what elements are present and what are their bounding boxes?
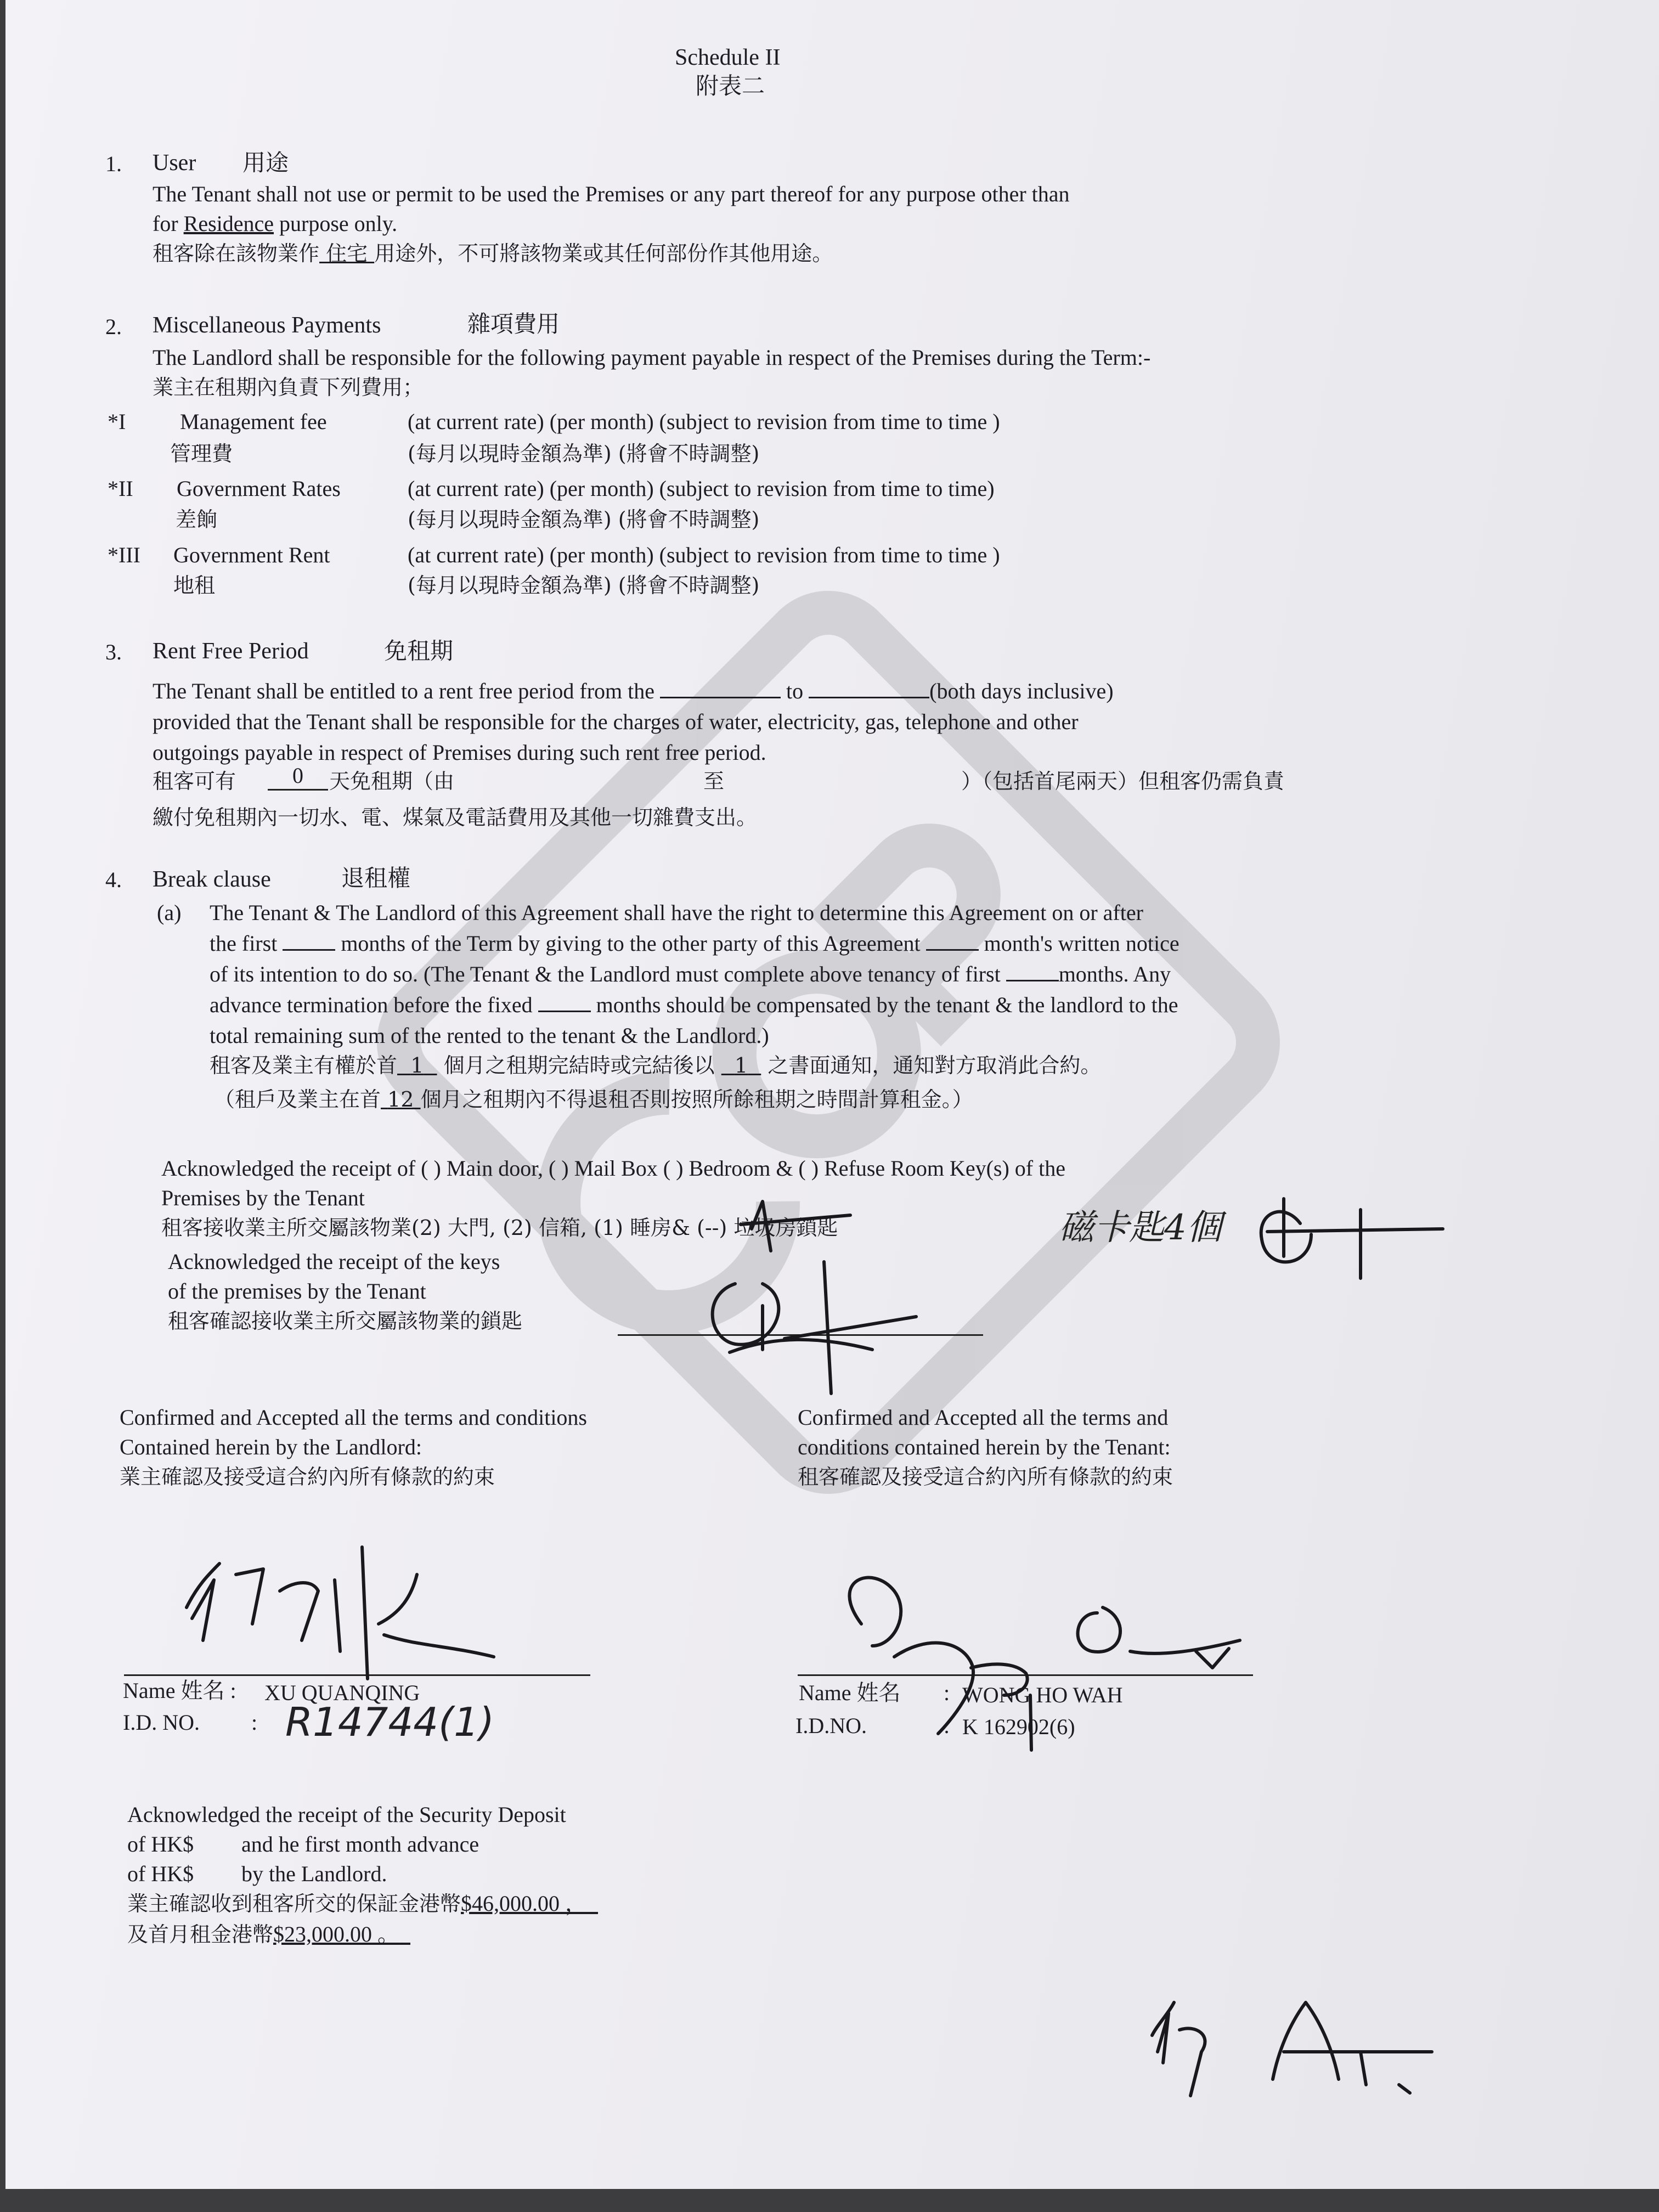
deposit-l1: Acknowledged the receipt of the Security Deposit [127,1802,566,1827]
keys-l2: Premises by the Tenant [161,1186,365,1210]
item-desc: (at current rate) (per month) (subject to revision from time to time ) [408,543,1000,567]
s3-line2: provided that the Tenant shall be responsible for the charges of water, electricity, gas, telephone and other [153,709,1079,734]
section-number: 4. [105,867,122,892]
deposit-l2-a: of HK$ [127,1832,194,1857]
s4-l3: of its intention to do so. (The Tenant & the Landlord must complete above tenancy of first months. Any [210,962,1171,986]
section-number: 1. [105,151,122,176]
item-desc-zh: (每月以現時金額為準) (將會不時調整) [408,573,760,597]
s3-line1: The Tenant shall be entitled to a rent free period from the to (both days inclusive) [153,679,1114,703]
item-mark: *III [108,543,140,567]
document-page [5,0,1659,2189]
s1-line2: for Residence purpose only. [153,211,398,236]
landlord-name-label: Name 姓名 : [123,1678,236,1703]
initials-mark-1 [1261,1199,1443,1278]
section-title-zh: 免租期 [384,637,454,664]
section-title-zh: 雜項費用 [467,311,560,337]
s4-l5: total remaining sum of the rented to the tenant & the Landlord.) [210,1023,769,1048]
landlord-signature [187,1547,494,1679]
tenant-name-label: Name 姓名 [799,1680,901,1705]
s3-line5: 繳付免租期內一切水、電、煤氣及電話費用及其他一切雜費支出。 [153,805,758,830]
s4-l2: the first months of the Term by giving to the other party of this Agreement month's written notice [210,931,1180,956]
item-label-zh: 管理費 [170,442,233,466]
item-label-zh: 地租 [173,573,216,597]
landlord-id-colon: : [251,1710,258,1735]
deposit-l4: 業主確認收到租客所交的保証金港幣$46,000.00 ， [127,1891,588,1916]
deposit-l5: 及首月租金港幣$23,000.00 。 [127,1922,400,1946]
item-desc-zh: (每月以現時金額為準) (將會不時調整) [408,442,760,466]
deposit-l3-a: of HK$ [127,1861,194,1886]
signatures-overlay [5,0,1659,2189]
keys-l1: Acknowledged the receipt of ( ) Main door, ( ) Mail Box ( ) Bedroom & ( ) Refuse Room Key(s) of the [161,1156,1065,1181]
landlord-name: XU QUANQING [264,1680,420,1705]
keys-l4: Acknowledged the receipt of the keys [168,1249,500,1274]
tenant-id-colon: : [944,1713,950,1738]
landlord-confirm-l3: 業主確認及接受這合約內所有條款的約束 [120,1465,495,1489]
s3-line3: outgoings payable in respect of Premises during such rent free period. [153,740,766,765]
item-desc: (at current rate) (per month) (subject to revision from time to time ) [408,409,1000,434]
item-desc: (at current rate) (per month) (subject to revision from time to time) [408,476,995,501]
item-desc-zh: (每月以現時金額為準) (將會不時調整) [408,507,760,532]
s4-l6: 租客及業主有權於首 1 個月之租期完結時或完結後以 1 之書面通知，通知對方取消此合約。 [210,1053,1102,1077]
landlord-id-handwritten: R14744(1) [285,1699,495,1745]
item-mark: *II [108,476,133,501]
landlord-id-label: I.D. NO. [123,1710,200,1735]
landlord-confirm-l2: Contained herein by the Landlord: [120,1435,422,1459]
item-label: Government Rates [177,476,341,501]
clause-sub: (a) [157,900,182,925]
tenant-signature [849,1578,1240,1750]
s2-line1: The Landlord shall be responsible for the following payment payable in respect of the Premises during the Term:- [153,345,1151,370]
s4-l7: （租戶及業主在首 12 個月之租期內不得退租否則按照所餘租期之時間計算租金。） [214,1087,973,1111]
landlord-confirm-l1: Confirmed and Accepted all the terms and conditions [120,1405,587,1430]
tenant-id-label: I.D.NO. [795,1713,867,1738]
section-title: Break clause [153,867,271,892]
section-title: Rent Free Period [153,639,309,664]
s2-line2: 業主在租期內負責下列費用； [153,375,424,399]
deposit-l3-b: by the Landlord. [241,1861,387,1886]
s3-line4-d: ）（包括首尾兩天）但租客仍需負責 [961,769,1285,793]
s1-line1: The Tenant shall not use or permit to be used the Premises or any part thereof for any purpose other than [153,182,1070,206]
s3-line4-b: 天免租期（由 [329,769,455,793]
keys-l3: 租客接收業主所交屬該物業(2) 大門, (2) 信箱, (1) 睡房& (--) 垃圾房鎖匙 [161,1216,838,1240]
item-mark: *I [108,409,126,434]
section-title-zh: 退租權 [341,865,411,891]
s4-l4: advance termination before the fixed months should be compensated by the tenant & the landlord to the [210,992,1178,1017]
key-scribble [741,1201,850,1251]
item-label: Management fee [180,409,327,434]
tenant-name-colon: : [944,1680,950,1705]
section-title: User [153,150,196,176]
deposit-l2-b: and he first month advance [241,1832,479,1857]
handwritten-note: 磁卡匙4個 [1059,1207,1222,1248]
tenant-confirm-l1: Confirmed and Accepted all the terms and [798,1405,1169,1430]
rent-free-days: 0 [268,763,328,791]
section-number: 3. [105,640,122,664]
keys-ack-signature [713,1262,916,1393]
s3-line4-a: 租客可有 [153,769,236,793]
keys-l6: 租客確認接收業主所交屬該物業的鎖匙 [168,1309,523,1333]
item-label: Government Rent [173,543,330,567]
s1-line3: 租客除在該物業作 住宅 用途外，不可將該物業或其任何部份作其他用途。 [153,241,833,266]
section-title: Miscellaneous Payments [153,313,381,338]
tenant-id: K 162902(6) [962,1714,1075,1739]
schedule-title: Schedule II [675,45,781,70]
schedule-title-zh: 附表二 [696,72,765,99]
tenant-confirm-l2: conditions contained herein by the Tenant: [798,1435,1171,1459]
tenant-name: WONG HO WAH [962,1683,1123,1707]
section-number: 2. [105,314,122,339]
s4-l1: The Tenant & The Landlord of this Agreement shall have the right to determine this Agreement on or after [210,900,1143,925]
tenant-confirm-l3: 租客確認及接受這合約內所有條款的約束 [798,1465,1173,1489]
s3-line4-c: 至 [703,769,725,793]
keys-l5: of the premises by the Tenant [168,1279,426,1304]
section-title-zh: 用途 [242,149,289,176]
page-initials [1152,2002,1432,2096]
item-label-zh: 差餉 [176,507,218,532]
